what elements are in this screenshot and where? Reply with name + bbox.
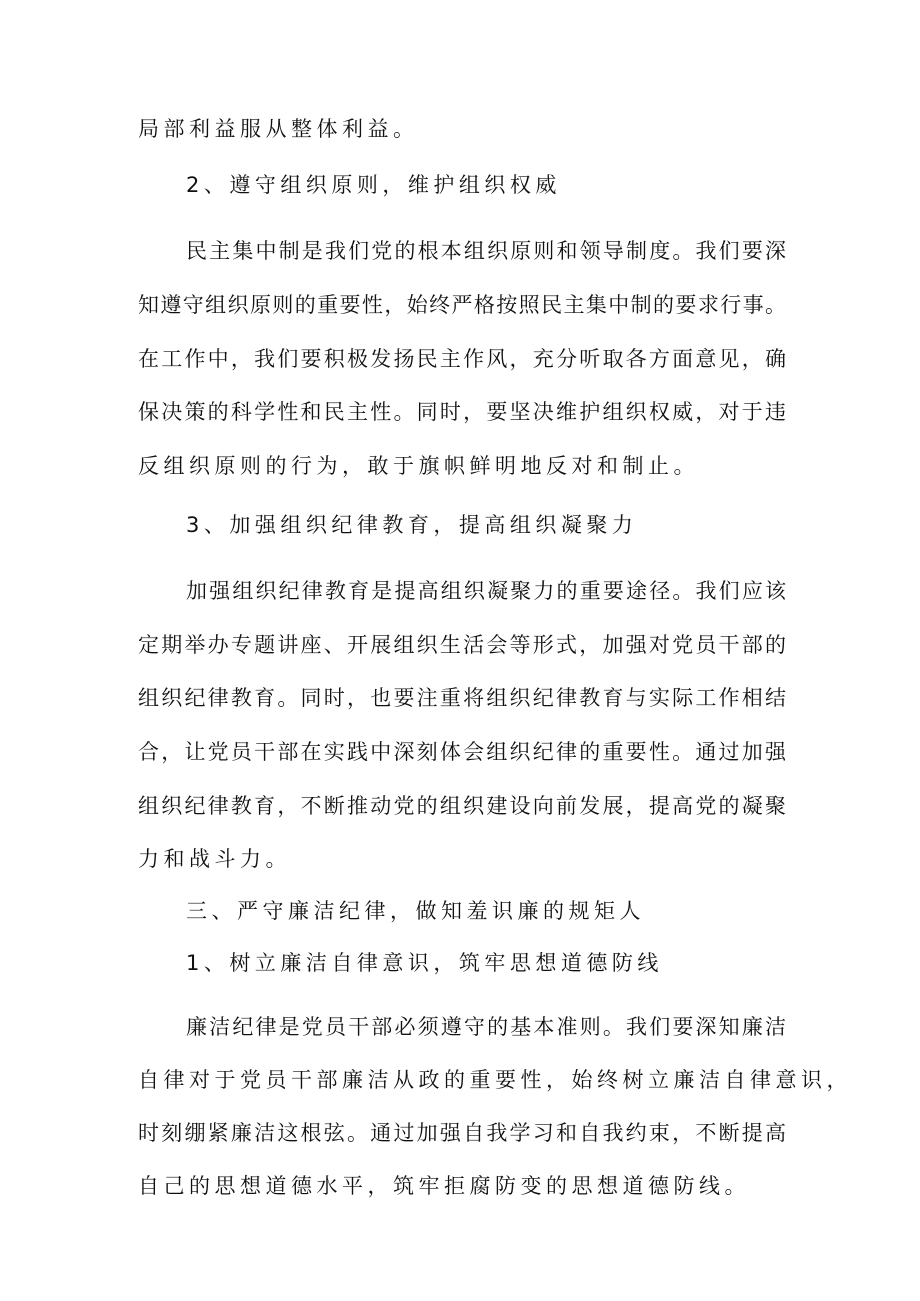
paragraph-line: 组织纪律教育。同时，也要注重将组织纪律教育与实际工作相结: [138, 686, 786, 710]
paragraph-line: 反组织原则的行为，敢于旗帜鲜明地反对和制止。: [138, 454, 699, 478]
paragraph-line: 自己的思想道德水平，筑牢拒腐防变的思想道德防线。: [138, 1174, 750, 1198]
paragraph-line: 局部利益服从整体利益。: [138, 117, 419, 141]
section-heading: 1、树立廉洁自律意识，筑牢思想道德防线: [186, 951, 663, 975]
paragraph-line: 保决策的科学性和民主性。同时，要坚决维护组织权威，对于违: [138, 400, 786, 424]
chapter-heading: 三、严守廉洁纪律，做知羞识廉的规矩人: [186, 899, 645, 923]
paragraph-line: 在工作中，我们要积极发扬民主作风，充分听取各方面意见，确: [138, 347, 786, 371]
paragraph-line: 民主集中制是我们党的根本组织原则和领导制度。我们要深: [186, 239, 786, 263]
paragraph-line: 时刻绷紧廉洁这根弦。通过加强自我学习和自我约束，不断提高: [138, 1121, 786, 1145]
paragraph-line: 加强组织纪律教育是提高组织凝聚力的重要途径。我们应该: [186, 579, 786, 603]
paragraph-line: 知遵守组织原则的重要性，始终严格按照民主集中制的要求行事。: [138, 293, 786, 317]
section-heading: 3、加强组织纪律教育，提高组织凝聚力: [186, 513, 638, 537]
section-heading: 2、遵守组织原则，维护组织权威: [186, 173, 561, 197]
paragraph-line: 定期举办专题讲座、开展组织生活会等形式，加强对党员干部的: [138, 633, 786, 657]
paragraph-line: 组织纪律教育，不断推动党的组织建设向前发展，提高党的凝聚: [138, 794, 786, 818]
paragraph-line: 力和战斗力。: [138, 847, 291, 871]
paragraph-line: 自律对于党员干部廉洁从政的重要性，始终树立廉洁自律意识，: [138, 1068, 852, 1092]
paragraph-line: 合，让党员干部在实践中深刻体会组织纪律的重要性。通过加强: [138, 740, 786, 764]
paragraph-line: 廉洁纪律是党员干部必须遵守的基本准则。我们要深知廉洁: [186, 1015, 786, 1039]
